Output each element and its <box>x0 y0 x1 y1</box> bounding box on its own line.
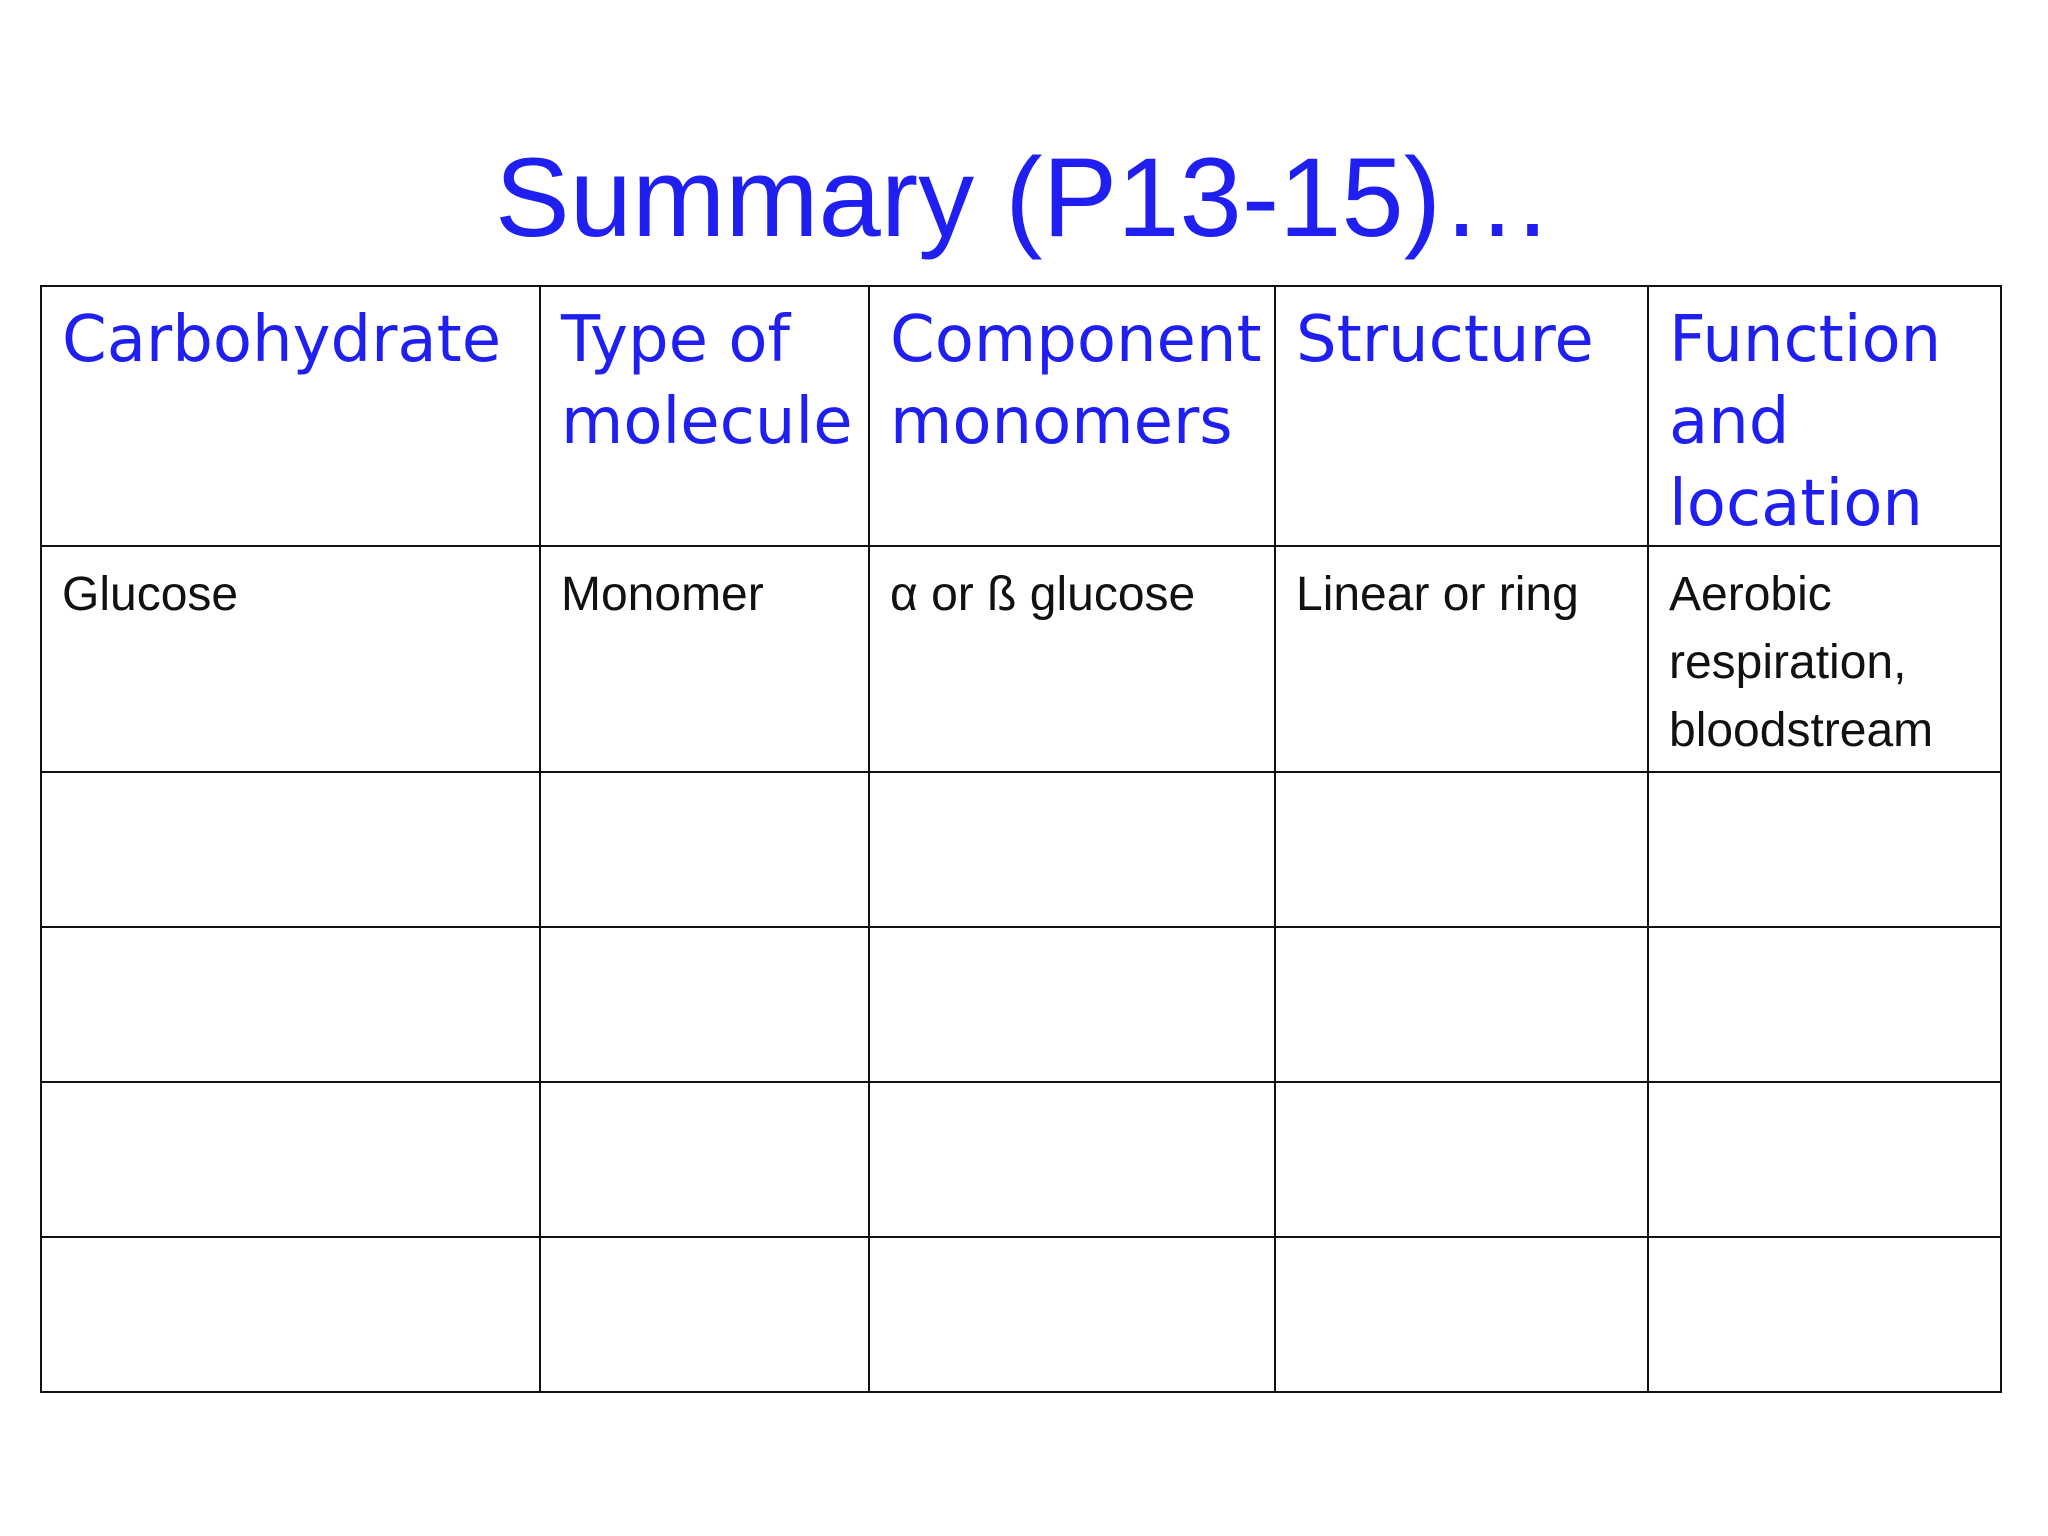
table-row <box>41 546 2001 772</box>
table-cell <box>41 927 540 1082</box>
table-cell <box>1275 1082 1648 1237</box>
table-row <box>41 1237 2001 1392</box>
table-cell: Linear or ring <box>1275 546 1648 772</box>
table-cell <box>540 1082 869 1237</box>
table-cell <box>1648 927 2001 1082</box>
header-carbohydrate: Carbohydrate <box>41 286 540 546</box>
slide-title: Summary (P13-15)… <box>494 135 1554 260</box>
table-cell <box>540 1237 869 1392</box>
table-cell <box>1648 772 2001 927</box>
table-header-row <box>41 286 2001 546</box>
table-cell <box>1648 1237 2001 1392</box>
header-type-of-molecule: Type of molecule <box>540 286 869 546</box>
table-row <box>41 772 2001 927</box>
table-cell <box>540 927 869 1082</box>
table-cell: Aerobic respiration, bloodstream <box>1648 546 2001 772</box>
summary-table <box>40 285 2002 1393</box>
table-cell <box>41 1082 540 1237</box>
header-structure: Structure <box>1275 286 1648 546</box>
table-cell <box>869 1082 1275 1237</box>
table-cell <box>1275 1237 1648 1392</box>
table-cell: Glucose <box>41 546 540 772</box>
table-cell <box>1648 1082 2001 1237</box>
table-cell <box>869 1237 1275 1392</box>
table-cell <box>1275 927 1648 1082</box>
table-cell <box>540 772 869 927</box>
table-cell: Monomer <box>540 546 869 772</box>
table-cell: α or ß glucose <box>869 546 1275 772</box>
table-cell <box>1275 772 1648 927</box>
table-row <box>41 927 2001 1082</box>
header-function-and-location: Function and location <box>1648 286 2001 546</box>
table-cell <box>41 1237 540 1392</box>
header-component-monomers: Component monomers <box>869 286 1275 546</box>
table-cell <box>41 772 540 927</box>
table-cell <box>869 927 1275 1082</box>
table-row <box>41 1082 2001 1237</box>
table-cell <box>869 772 1275 927</box>
